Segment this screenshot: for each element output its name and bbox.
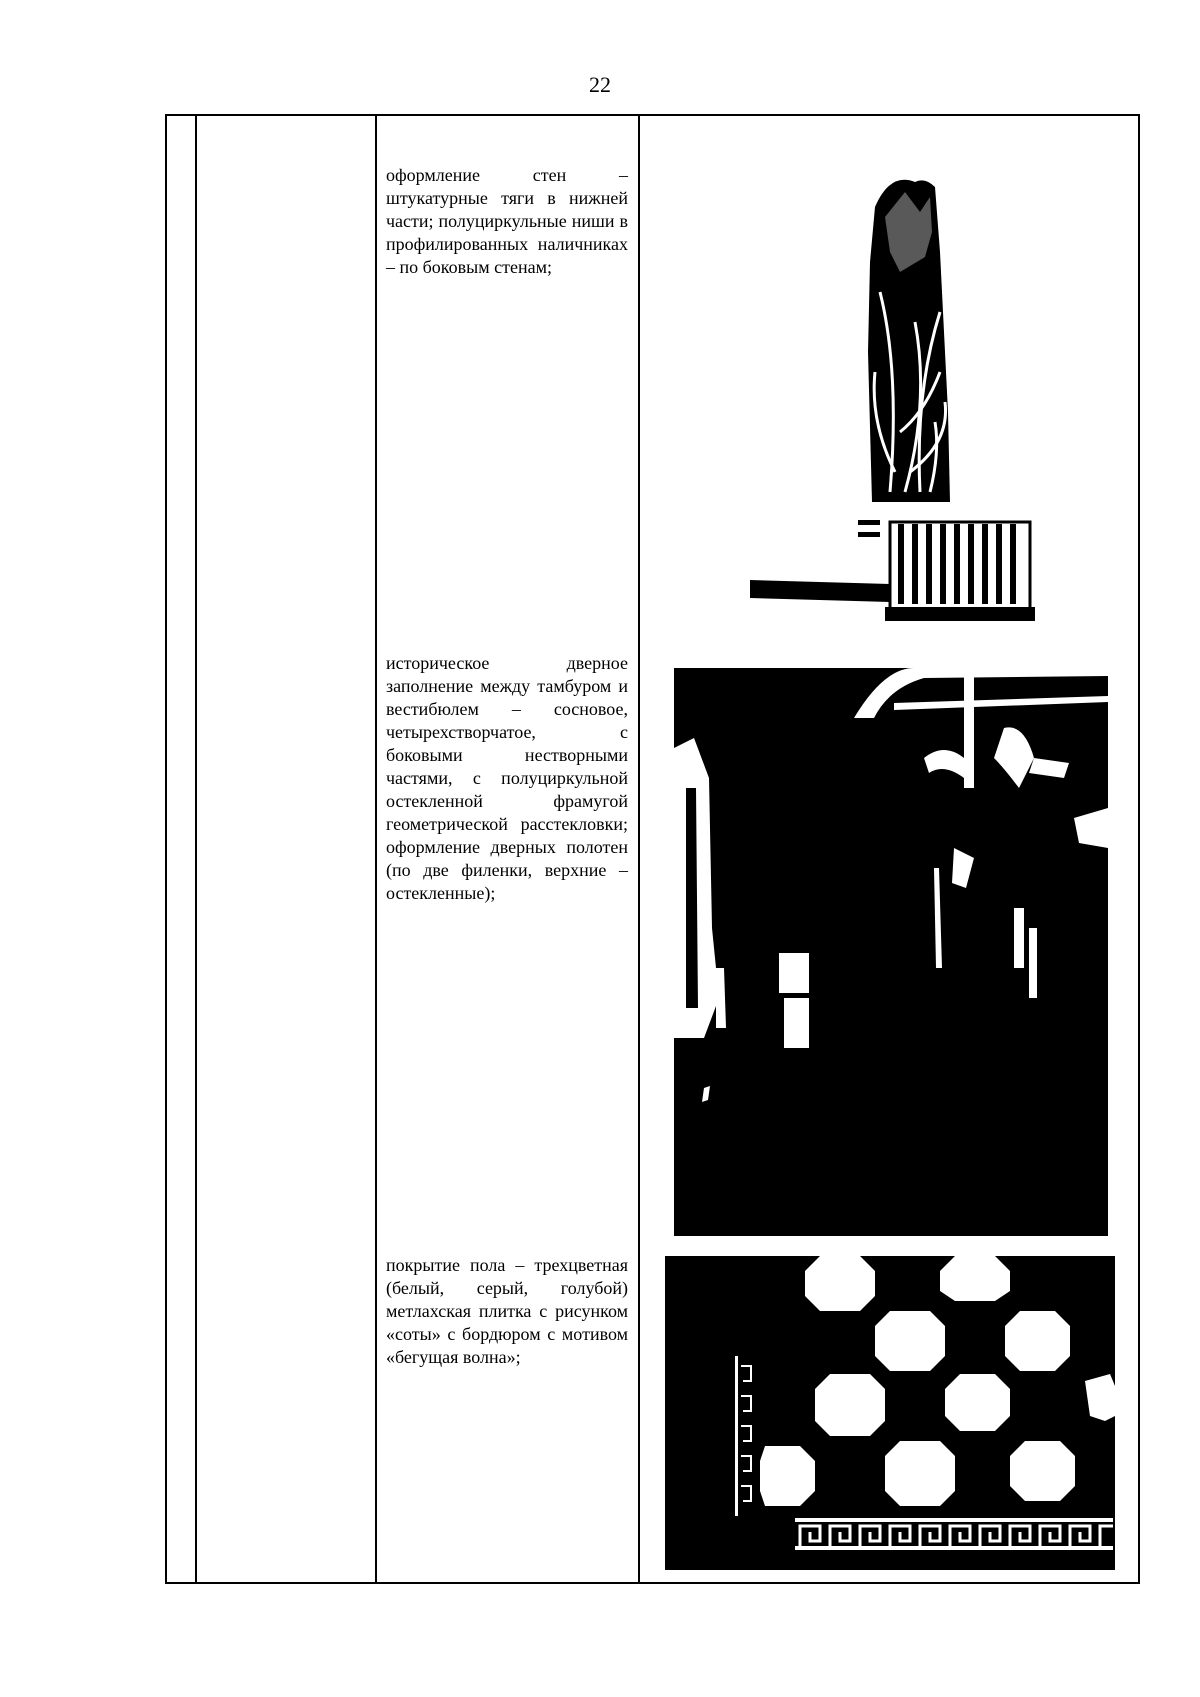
column-divider-3	[638, 116, 640, 1582]
column-divider-1	[195, 116, 197, 1582]
door-photo	[674, 668, 1108, 1236]
niche-with-plant-photo	[740, 172, 1040, 652]
column-divider-2	[375, 116, 377, 1582]
page-number: 22	[589, 72, 611, 97]
row-2-text: историческое дверное заполнение между тамбуром и вестибюлем – сосновое, четырехстворчатое, с боковыми нестворными частями, с полуциркульной остекленной фрамугой геометрической расстекловки; оформление дверных полотен (по две филенки, верхние – остекленные);	[386, 653, 628, 903]
row-3-text: покрытие пола – трехцветная (белый, серый, голубой) метлахская плитка с рисунком «соты» с бордюром с мотивом «бегущая волна»;	[386, 1255, 628, 1367]
row-1-text: оформление стен – штукатурные тяги в нижней части; полуциркульные ниши в профилированных наличниках – по боковым стенам;	[386, 165, 628, 277]
floor-tile-photo	[665, 1256, 1115, 1570]
